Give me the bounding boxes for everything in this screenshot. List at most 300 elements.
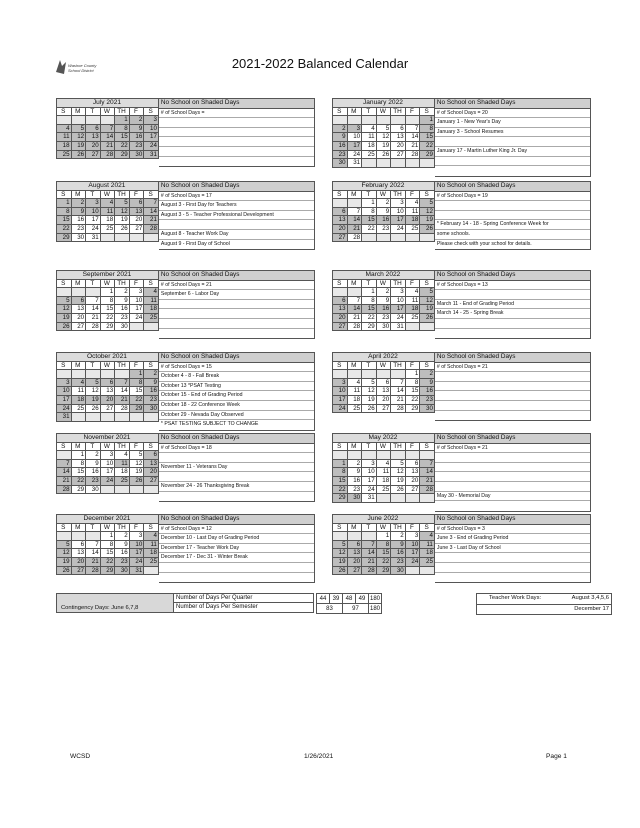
no-school-day: 18 (144, 305, 159, 314)
empty-day-cell (420, 159, 435, 168)
school-days-count: # of School Days = 12 (159, 525, 314, 535)
no-school-day: 29 (129, 404, 144, 413)
calendar-note (159, 147, 314, 157)
calendar-note (159, 128, 314, 138)
school-day: 28 (347, 322, 362, 331)
no-school-day: 29 (100, 566, 115, 575)
no-school-day: 19 (71, 141, 86, 150)
school-day: 23 (376, 313, 391, 322)
weekday-header: S (57, 523, 72, 532)
school-day: 12 (362, 387, 377, 396)
no-school-day: 30 (347, 494, 362, 503)
no-school-day: 7 (362, 540, 377, 549)
no-school-day: 25 (420, 557, 435, 566)
no-school-day: 22 (420, 141, 435, 150)
no-school-day: 21 (57, 476, 72, 485)
no-school-day: 7 (420, 459, 435, 468)
no-school-day: 5 (71, 124, 86, 133)
no-school-day: 13 (347, 549, 362, 558)
weekday-header: TH (115, 279, 130, 288)
school-day: 10 (129, 296, 144, 305)
school-day: 6 (405, 459, 420, 468)
no-school-day: 16 (376, 305, 391, 314)
empty-day-cell (333, 532, 348, 541)
school-day: 27 (71, 322, 86, 331)
school-day: 31 (362, 494, 377, 503)
month-notes (435, 433, 591, 512)
weekday-header: S (57, 107, 72, 116)
school-days-count: # of School Days = 3 (435, 525, 590, 535)
weekday-header: T (362, 107, 377, 116)
school-day: 14 (86, 549, 101, 558)
school-day: 2 (376, 199, 391, 208)
school-day: 3 (129, 288, 144, 297)
empty-day-cell (144, 566, 159, 575)
calendar-note (435, 553, 590, 563)
calendar-note (435, 391, 590, 401)
no-school-day: 14 (100, 133, 115, 142)
no-school-header: No School on Shaded Days (435, 353, 590, 363)
no-school-day: 26 (57, 322, 72, 331)
school-day: 24 (362, 485, 377, 494)
no-school-day: 12 (57, 305, 72, 314)
school-day: 20 (376, 395, 391, 404)
month-name: November 2021 (57, 434, 159, 443)
semester-count: 97 (343, 604, 369, 614)
school-day: 7 (347, 207, 362, 216)
weekday-header: M (347, 107, 362, 116)
no-school-day: 16 (376, 216, 391, 225)
no-school-day: 11 (420, 540, 435, 549)
no-school-day: 7 (100, 124, 115, 133)
empty-day-cell (347, 370, 362, 379)
school-day: 6 (71, 540, 86, 549)
month-notes (159, 98, 315, 167)
calendar-note (435, 329, 590, 339)
no-school-day: 30 (129, 150, 144, 159)
calendar-note (159, 157, 314, 167)
empty-day-cell (115, 370, 130, 379)
calendar-note (435, 372, 590, 382)
empty-day-cell (420, 566, 435, 575)
calendar-note: October 15 - End of Grading Period (159, 391, 314, 401)
no-school-day: 21 (362, 557, 377, 566)
school-day: 8 (100, 296, 115, 305)
no-school-day: 3 (57, 378, 72, 387)
no-school-day: 2 (333, 124, 348, 133)
weekday-header: T (362, 190, 377, 199)
no-school-day: 23 (86, 476, 101, 485)
school-day: 24 (391, 313, 406, 322)
school-day: 15 (129, 387, 144, 396)
weekday-header: T (86, 523, 101, 532)
quarter-total: 180 (369, 595, 380, 602)
calendar-note: October 13 *PSAT Testing (159, 382, 314, 392)
no-school-day: 10 (405, 540, 420, 549)
calendar-note: August 3 - 5 - Teacher Professional Development (159, 211, 314, 221)
month-table (56, 270, 159, 331)
weekday-header: W (100, 523, 115, 532)
no-school-day: 5 (420, 288, 435, 297)
weekday-header: M (71, 361, 86, 370)
no-school-day: 9 (129, 124, 144, 133)
empty-day-cell (362, 116, 377, 125)
no-school-day: 27 (333, 233, 348, 242)
empty-day-cell (57, 532, 72, 541)
calendar-note: October 4 - 8 - Fall Break (159, 372, 314, 382)
no-school-day: 5 (333, 540, 348, 549)
no-school-day: 31 (129, 566, 144, 575)
school-day: 10 (391, 207, 406, 216)
no-school-day: 19 (333, 557, 348, 566)
weekday-header: W (100, 361, 115, 370)
school-day: 28 (347, 233, 362, 242)
no-school-day: 14 (347, 216, 362, 225)
calendar-note: January 3 - School Resumes (435, 128, 590, 138)
no-school-day: 4 (420, 532, 435, 541)
no-school-day: 6 (86, 124, 101, 133)
school-day: 23 (376, 224, 391, 233)
month-name: October 2021 (57, 353, 159, 362)
school-day: 10 (391, 296, 406, 305)
weekday-header: M (347, 190, 362, 199)
weekday-header: F (405, 190, 420, 199)
no-school-header: No School on Shaded Days (159, 434, 314, 444)
empty-day-cell (86, 532, 101, 541)
school-day: 1 (100, 288, 115, 297)
month-block (332, 181, 596, 247)
school-day: 14 (405, 133, 420, 142)
weekday-header: TH (115, 442, 130, 451)
no-school-day: 5 (57, 540, 72, 549)
no-school-day: 29 (333, 494, 348, 503)
school-day: 16 (115, 305, 130, 314)
school-day: 4 (115, 451, 130, 460)
calendar-note: May 30 - Memorial Day (435, 492, 590, 502)
no-school-day: 24 (144, 141, 159, 150)
calendar-note (159, 220, 314, 230)
weekday-header: W (376, 107, 391, 116)
school-day: 15 (100, 305, 115, 314)
school-day: 23 (71, 224, 86, 233)
no-school-day: 20 (71, 557, 86, 566)
month-table (332, 98, 435, 168)
empty-day-cell (100, 233, 115, 242)
month-block (56, 270, 320, 331)
school-day: 10 (347, 133, 362, 142)
no-school-day: 2 (144, 370, 159, 379)
no-school-day: 3 (333, 378, 348, 387)
no-school-day: 8 (376, 540, 391, 549)
no-school-day: 14 (347, 305, 362, 314)
school-day: 7 (391, 378, 406, 387)
empty-day-cell (100, 116, 115, 125)
school-day: 8 (362, 296, 377, 305)
calendar-note (435, 482, 590, 492)
calendar-note (435, 137, 590, 147)
no-school-day: 28 (86, 566, 101, 575)
no-school-day: 6 (347, 540, 362, 549)
school-day: 4 (405, 199, 420, 208)
school-day: 5 (129, 451, 144, 460)
school-day: 5 (391, 459, 406, 468)
empty-day-cell (347, 451, 362, 460)
school-day: 1 (362, 199, 377, 208)
no-school-day: 17 (391, 305, 406, 314)
no-school-day: 6 (129, 199, 144, 208)
no-school-day: 28 (57, 485, 72, 494)
weekday-header: TH (115, 523, 130, 532)
weekday-header: S (144, 523, 159, 532)
no-school-day: 11 (115, 459, 130, 468)
calendar-note (435, 472, 590, 482)
school-day: 28 (86, 322, 101, 331)
school-day: 23 (115, 313, 130, 322)
no-school-day: 24 (405, 557, 420, 566)
weekday-header: S (420, 107, 435, 116)
no-school-day: 24 (57, 404, 72, 413)
logo-text: Washoe County School District (68, 63, 97, 73)
school-day: 31 (347, 159, 362, 168)
month-table (332, 181, 435, 242)
school-day: 1 (71, 451, 86, 460)
no-school-day: 15 (115, 133, 130, 142)
no-school-day: 20 (144, 468, 159, 477)
school-day: 25 (362, 150, 377, 159)
empty-day-cell (405, 494, 420, 503)
school-day: 23 (347, 485, 362, 494)
empty-day-cell (86, 288, 101, 297)
empty-day-cell (376, 233, 391, 242)
weekday-header: F (405, 361, 420, 370)
weekday-header: F (129, 279, 144, 288)
no-school-header: No School on Shaded Days (159, 353, 314, 363)
no-school-day: 24 (129, 557, 144, 566)
no-school-day: 1 (420, 116, 435, 125)
no-school-day: 14 (144, 207, 159, 216)
calendar-note: January 17 - Martin Luther King Jr. Day (435, 147, 590, 157)
school-day: 24 (391, 224, 406, 233)
school-day: 14 (115, 387, 130, 396)
no-school-day: 8 (57, 207, 72, 216)
weekday-header: W (100, 279, 115, 288)
school-day: 30 (71, 233, 86, 242)
school-day: 30 (376, 322, 391, 331)
empty-day-cell (376, 451, 391, 460)
school-day: 16 (86, 468, 101, 477)
no-school-header: No School on Shaded Days (159, 99, 314, 109)
empty-day-cell (57, 370, 72, 379)
school-day: 1 (405, 370, 420, 379)
school-day: 22 (362, 313, 377, 322)
semester-count: 83 (317, 604, 343, 614)
school-day: 4 (405, 288, 420, 297)
school-day: 25 (376, 485, 391, 494)
no-school-day: 7 (144, 199, 159, 208)
school-day: 13 (71, 549, 86, 558)
no-school-day: 15 (420, 133, 435, 142)
school-days-count: # of School Days = 18 (159, 444, 314, 454)
empty-day-cell (86, 370, 101, 379)
month-block (56, 98, 320, 159)
school-day: 13 (71, 305, 86, 314)
no-school-day: 25 (115, 476, 130, 485)
empty-day-cell (71, 116, 86, 125)
empty-day-cell (57, 288, 72, 297)
no-school-day: 29 (57, 233, 72, 242)
no-school-day: 20 (100, 395, 115, 404)
calendar-note (159, 453, 314, 463)
no-school-header: No School on Shaded Days (159, 182, 314, 192)
no-school-day: 18 (405, 216, 420, 225)
empty-day-cell (333, 199, 348, 208)
weekday-header: TH (115, 107, 130, 116)
month-block (332, 352, 596, 413)
no-school-day: 5 (57, 296, 72, 305)
no-school-day: 9 (333, 133, 348, 142)
no-school-day: 25 (57, 150, 72, 159)
no-school-day: 16 (333, 141, 348, 150)
weekday-header: T (362, 279, 377, 288)
no-school-day: 15 (57, 216, 72, 225)
weekday-header: T (86, 361, 101, 370)
no-school-day: 4 (57, 124, 72, 133)
no-school-day: 8 (420, 124, 435, 133)
calendar-note (159, 309, 314, 319)
weekday-header: F (129, 361, 144, 370)
empty-day-cell (86, 413, 101, 422)
school-day: 29 (100, 322, 115, 331)
school-day: 20 (71, 313, 86, 322)
school-day: 12 (391, 468, 406, 477)
weekday-header: M (71, 190, 86, 199)
no-school-day: 10 (129, 540, 144, 549)
month-table (56, 181, 159, 242)
weekday-header: T (86, 190, 101, 199)
school-day: 11 (376, 468, 391, 477)
calendar-note (435, 382, 590, 392)
school-day: 29 (362, 322, 377, 331)
no-school-day: 13 (333, 216, 348, 225)
school-day: 17 (362, 476, 377, 485)
no-school-day: 26 (420, 224, 435, 233)
weekday-header: S (333, 361, 348, 370)
school-day: 9 (376, 207, 391, 216)
no-school-day: 18 (57, 141, 72, 150)
empty-day-cell (57, 116, 72, 125)
weekday-header: S (420, 279, 435, 288)
empty-day-cell (347, 532, 362, 541)
calendar-note: June 3 - Last Day of School (435, 544, 590, 554)
empty-day-cell (71, 532, 86, 541)
no-school-day: 2 (129, 116, 144, 125)
calendar-note (435, 501, 590, 511)
no-school-day: 17 (57, 395, 72, 404)
month-table (332, 514, 435, 575)
calendar-note (435, 563, 590, 573)
school-day: 28 (115, 404, 130, 413)
weekday-header: S (144, 442, 159, 451)
weekday-header: M (71, 442, 86, 451)
school-day: 3 (405, 532, 420, 541)
weekday-header: S (420, 190, 435, 199)
no-school-day: 7 (115, 378, 130, 387)
no-school-day: 11 (144, 296, 159, 305)
no-school-day: 28 (100, 150, 115, 159)
month-table (56, 433, 159, 494)
calendar-note (435, 201, 590, 211)
no-school-day: 30 (391, 566, 406, 575)
no-school-day: 27 (144, 476, 159, 485)
no-school-day: 27 (86, 150, 101, 159)
no-school-day: 4 (144, 532, 159, 541)
school-day: 1 (362, 288, 377, 297)
calendar-note: December 10 - Last Day of Grading Period (159, 534, 314, 544)
no-school-day: 21 (115, 395, 130, 404)
no-school-day: 15 (362, 216, 377, 225)
no-school-day: 22 (333, 485, 348, 494)
month-notes (159, 514, 315, 583)
weekday-header: S (144, 107, 159, 116)
school-day: 20 (129, 216, 144, 225)
month-table (56, 98, 159, 159)
school-day: 3 (391, 288, 406, 297)
weekday-header: T (362, 442, 377, 451)
no-school-day: 26 (333, 566, 348, 575)
month-name: January 2022 (333, 99, 435, 108)
month-name: December 2021 (57, 515, 159, 524)
no-school-day: 22 (376, 557, 391, 566)
month-name: August 2021 (57, 182, 159, 191)
school-day: 22 (405, 395, 420, 404)
no-school-day: 6 (144, 451, 159, 460)
no-school-day: 14 (362, 549, 377, 558)
no-school-day: 23 (144, 395, 159, 404)
no-school-day: 23 (420, 395, 435, 404)
month-name: May 2022 (333, 434, 435, 443)
school-day: 8 (100, 540, 115, 549)
no-school-day: 9 (420, 378, 435, 387)
calendar-note (159, 118, 314, 128)
no-school-day: 23 (129, 141, 144, 150)
empty-day-cell (376, 159, 391, 168)
school-day: 2 (391, 532, 406, 541)
empty-day-cell (391, 370, 406, 379)
empty-day-cell (100, 485, 115, 494)
school-day: 26 (376, 150, 391, 159)
no-school-day: 28 (144, 224, 159, 233)
school-day: 2 (86, 451, 101, 460)
no-school-day: 3 (86, 199, 101, 208)
no-school-day: 3 (144, 116, 159, 125)
calendar-note: March 11 - End of Grading Period (435, 300, 590, 310)
month-notes (159, 433, 315, 502)
no-school-day: 27 (71, 566, 86, 575)
no-school-day: 17 (333, 395, 348, 404)
no-school-day: 20 (86, 141, 101, 150)
school-day: 13 (405, 468, 420, 477)
empty-day-cell (115, 233, 130, 242)
empty-day-cell (100, 370, 115, 379)
school-day: 20 (391, 141, 406, 150)
month-block (56, 352, 320, 428)
empty-day-cell (347, 116, 362, 125)
quarter-count: 48 (343, 594, 356, 604)
empty-day-cell (420, 494, 435, 503)
teacher-work-days (476, 593, 612, 615)
no-school-day: 30 (333, 159, 348, 168)
calendar-note: Please check with your school for details. (436, 240, 532, 247)
